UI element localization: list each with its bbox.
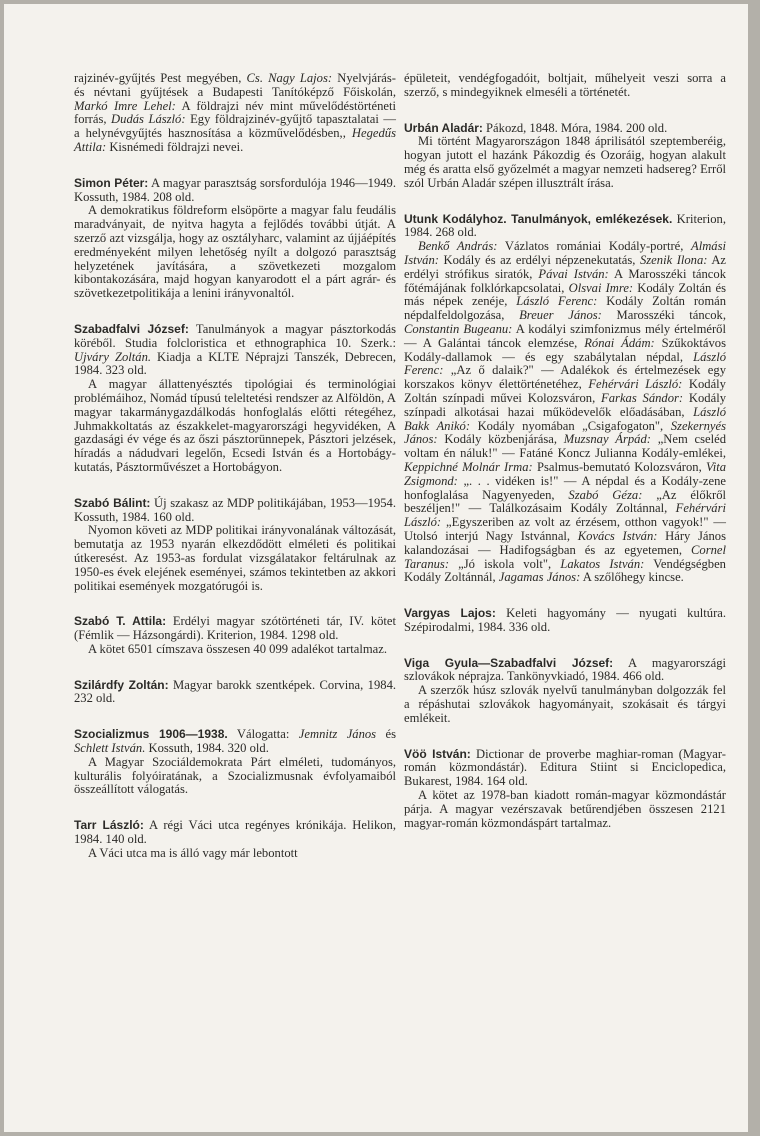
text-run: Kodály Zoltán színpadi művei Kolozsváron, bbox=[404, 377, 726, 405]
entry-description bbox=[74, 524, 396, 593]
entry-publication: A magyarországi szlovákok néprajza. Tankönyvkiadó, 1984. 466 old. bbox=[404, 655, 726, 684]
entry-description bbox=[74, 378, 396, 475]
text-run: Az erdélyi strófikus siratók, bbox=[404, 252, 727, 281]
entry-publication: Dictionar de proverbe maghiar-roman (Magyar-román közmondástár). Editura Stiint si Enciclopedica, Bukarest, 1984. 164 old. bbox=[404, 746, 726, 789]
text-run: A kötet 6501 címszava összesen 40 099 adalékot tartalmaz. bbox=[88, 641, 388, 656]
italic-name: Benkő András: bbox=[418, 239, 498, 254]
left-column bbox=[74, 72, 396, 883]
text-run: Kodály és az erdélyi népzenekutatás, bbox=[438, 252, 640, 267]
text-run: „Az ő dalaik?" — Adalékok és értelmezések egy korszakos könyv élettörténetéhez, bbox=[404, 363, 726, 392]
text-run: „Az élőkről beszéljen!" — Találkozásaim Kodály Zoltánnal, bbox=[404, 487, 726, 516]
entry-author: Urbán Aladár: bbox=[404, 120, 483, 135]
text-run: Kossuth, 1984. 320 old. bbox=[145, 741, 269, 756]
italic-name: Szabó Géza: bbox=[568, 487, 643, 502]
entry-author: Szabó Bálint: bbox=[74, 495, 151, 510]
text-run: Háry János kalandozásai — Hadifogságban és az egyetemen, bbox=[404, 528, 726, 557]
italic-name: Hegedűs Attila: bbox=[74, 126, 396, 154]
entry-publication: Pákozd, 1848. Móra, 1984. 200 old. bbox=[482, 120, 668, 135]
text-run: „. . . vidéken is!" — A népdal és a Kodály-zene honfoglalása Nagyenyeden, bbox=[404, 473, 726, 502]
text-run: „Jó iskola volt", bbox=[449, 556, 561, 571]
bibliography-entry bbox=[74, 728, 396, 797]
entry-author: Szilárdfy Zoltán: bbox=[74, 677, 169, 692]
text-run: A földrajzi név mint művelődéstörténeti forrás, bbox=[74, 98, 397, 127]
entry-heading bbox=[404, 748, 726, 789]
text-run: A Marosszéki táncok főtémájának folklórkapcsolatai, bbox=[404, 266, 726, 295]
entry-publication: Erdélyi magyar szótörténeti tár, IV. kötet (Fémlik — Házsongárdi). Kriterion, 1984. 1298 old. bbox=[74, 614, 396, 643]
text-run: Marosszéki táncok, bbox=[601, 308, 726, 323]
text-run: A szőlőhegy kincse. bbox=[580, 570, 684, 585]
continued-text bbox=[74, 72, 396, 155]
entry-heading bbox=[74, 177, 396, 205]
entry-description bbox=[404, 240, 726, 585]
italic-name: Almási István: bbox=[404, 239, 726, 267]
text-run: Psalmus-bemutató Kolozsváron, bbox=[532, 459, 706, 474]
bibliography-entry bbox=[74, 615, 396, 656]
entry-author: Simon Péter: bbox=[74, 175, 149, 190]
entry-heading bbox=[404, 122, 726, 136]
entry-author: Utunk Kodályhoz. Tanulmányok, emlékezések. bbox=[404, 211, 673, 226]
text-run: A Váci utca ma is álló vagy már lebontott bbox=[88, 845, 298, 860]
italic-name: Farkas Sándor: bbox=[601, 390, 684, 405]
italic-name: Dudás László: bbox=[111, 112, 186, 127]
text-run: Válogatta: bbox=[227, 727, 299, 742]
italic-name: Cornel Taranus: bbox=[404, 542, 726, 571]
entry-author: Vargyas Lajos: bbox=[404, 606, 496, 621]
entry-heading bbox=[404, 607, 726, 635]
text-run: Kodály színpadi alkotásai hazai működevelők előadásában, bbox=[404, 390, 726, 419]
entry-publication: A régi Váci utca regényes krónikája. Helikon, 1984. 140 old. bbox=[74, 818, 396, 847]
italic-name: Schlett István. bbox=[74, 741, 146, 756]
italic-name: Vita Zsigmond: bbox=[404, 459, 726, 488]
italic-name: László Ferenc: bbox=[404, 349, 726, 378]
entry-author: Szocializmus 1906—1938. bbox=[74, 727, 228, 742]
text-run: Nyelvjárás- és névtani gyűjtések a Budapesti Tanítóképző Főiskolán, bbox=[74, 71, 396, 99]
entry-heading bbox=[404, 213, 726, 241]
text-run: Kodály közbenjárása, bbox=[437, 432, 564, 447]
italic-name: Pávai István: bbox=[538, 266, 609, 281]
text-run: Kodály Zoltán és más népek zenéje, bbox=[404, 280, 726, 309]
italic-name: Cs. Nagy Lajos: bbox=[246, 71, 333, 85]
bibliography-entry bbox=[74, 497, 396, 594]
italic-name: Fehérvári László: bbox=[588, 377, 683, 392]
text-run: A szerzők húsz szlovák nyelvű tanulmányban dolgozzák fel a répáshutai szlovákok hagyományait, szokásait és tárgyi emlékeit. bbox=[404, 683, 726, 725]
continued-text bbox=[404, 72, 726, 100]
italic-name: László Ferenc: bbox=[516, 294, 598, 309]
italic-name: Jemnitz János bbox=[298, 727, 377, 742]
text-run: A demokratikus földreform elsöpörte a magyar falu feudális maradványait, de nyitva hagyta a fejlődés további útját. A szerző azt vizsgálja, hogy az osztályharc, valamint az újjáépítés eredményeként milyen lehetőség nyílt a dolgozó parasztság helyzetének javítására, a szövetkezeti mozgalom kibontakozására, majd hogyan kanyarodott el a párt agrár- és szövetkezetpolitikája a lenini irányvonaltól. bbox=[74, 203, 396, 301]
text-run: Tanulmányok a magyar pásztorkodás köréből. Studia folcloristica et ethnographica 10. Szerk.: bbox=[74, 321, 396, 350]
entry-author: Tarr László: bbox=[74, 818, 144, 833]
entry-description bbox=[404, 789, 726, 830]
italic-name: Fehérvári László: bbox=[404, 501, 726, 530]
entry-author: Szabó T. Attila: bbox=[74, 614, 167, 629]
italic-name: Muzsnay Árpád: bbox=[563, 432, 651, 447]
italic-name: Kovács István: bbox=[577, 528, 658, 543]
text-run: Nyomon követi az MDP politikai irányvonalának változását, bemutatja az 1953 nyarán elkezdődött elméleti és politikai útkeresést. Az 1953-as fordulat vizsgálatakor feltárulnak az 1950-es évek elejének eseményei, számos tekintetben az akkori politikai események mozgatórugói is. bbox=[74, 523, 396, 593]
italic-name: Ujváry Zoltán. bbox=[74, 349, 152, 364]
entry-publication: Magyar barokk szentképek. Corvina, 1984. 232 old. bbox=[74, 677, 397, 706]
text-run: „Egyszeriben az volt az érzésem, otthon vagyok!" — Utolsó interjú Nagy Istvánnal, bbox=[404, 515, 726, 543]
entry-author: Vöö István: bbox=[404, 746, 471, 761]
italic-name: Keppichné Molnár Irma: bbox=[404, 459, 533, 474]
italic-name: Lakatos István: bbox=[560, 556, 645, 571]
entry-publication: Keleti hagyomány — nyugati kultúra. Szépirodalmi, 1984. 336 old. bbox=[404, 606, 726, 634]
italic-name: Szekernyés János: bbox=[404, 418, 726, 447]
italic-name: Olsvai Imre: bbox=[568, 280, 634, 295]
italic-name: Constantin Bugeanu: bbox=[404, 321, 513, 336]
text-run: Kodály nyomában „Csigafogaton", bbox=[470, 418, 671, 433]
entry-description bbox=[74, 204, 396, 301]
entry-heading bbox=[74, 728, 396, 756]
entry-heading bbox=[74, 323, 396, 378]
bibliography-entry bbox=[74, 679, 396, 707]
italic-name: Jagamas János: bbox=[498, 570, 581, 585]
text-run: épületeit, vendégfogadóit, boltjait, műhelyeit veszi sorra a szerző, s mindegyiknek elmeséli a történetét. bbox=[404, 71, 726, 99]
entry-heading bbox=[74, 497, 396, 525]
entry-author: Szabadfalvi József: bbox=[74, 321, 189, 336]
text-run: Vendégségben Kodály Zoltánnál, bbox=[404, 556, 726, 585]
entry-publication: Kriterion, 1984. 268 old. bbox=[404, 211, 726, 240]
entry-heading bbox=[404, 657, 726, 685]
bibliography-entry bbox=[404, 213, 726, 586]
entry-publication: Új szakasz az MDP politikájában, 1953—1954. Kossuth, 1984. 160 old. bbox=[74, 495, 396, 524]
entry-description bbox=[74, 847, 396, 861]
italic-name: Breuer János: bbox=[519, 308, 602, 323]
entry-heading bbox=[74, 615, 396, 643]
text-run: A kodályi szimfonizmus mély értelméről — A Galántai táncok elemzése, bbox=[404, 321, 726, 350]
text-run: Kisnémedi földrajzi nevei. bbox=[106, 139, 244, 154]
entry-publication: A magyar parasztság sorsfordulója 1946—1949. Kossuth, 1984. 208 old. bbox=[74, 175, 397, 204]
entry-description bbox=[404, 684, 726, 725]
entry-heading bbox=[74, 679, 396, 707]
entry-description bbox=[404, 135, 726, 190]
bibliography-entry bbox=[404, 748, 726, 831]
bibliography-entry bbox=[404, 607, 726, 635]
italic-name: Szenik Ilona: bbox=[639, 252, 708, 267]
text-run: A magyar állattenyésztés tipológiai és terminológiai problémáihoz, Nomád típusú teleltetési rendszer az Alföldön, A magyar takarmánygazdálkodás honfoglalás előtti rétegéhez, Juhmakkoltatás az északkelet-magyarországi hegyvidéken, A gazdasági év vége és az őszi pásztorünnepek, Pásztori jelzések, híradás a nádudvari legelőn, Ecsedi István és a Hortobágy-kutatás, Pásztorművészet a Hortobágyon. bbox=[74, 377, 396, 474]
entry-author: Viga Gyula—Szabadfalvi József: bbox=[404, 655, 614, 670]
text-run: A kötet az 1978-ban kiadott román-magyar közmondástár párja. A magyar vezérszavak betűrendjében összesen 2121 magyar-román közmondáspárt tartalmaz. bbox=[404, 788, 726, 830]
text-run: Kodály Zoltán román népdalfeldolgozása, bbox=[404, 294, 726, 323]
text-run: rajzinév-gyűjtés Pest megyében, bbox=[74, 71, 247, 85]
bibliography-entry bbox=[404, 657, 726, 726]
text-run: Egy földrajzinév-gyűjtő tapasztalatai — a helynévgyűjtés hasznosítása a közművelődésben,, bbox=[74, 112, 396, 141]
bibliography-entry bbox=[74, 323, 396, 475]
right-column bbox=[404, 72, 726, 852]
italic-name: Rónai Ádám: bbox=[584, 335, 655, 350]
text-run: „Nem cseléd voltam én náluk!" — Fatáné Koncz Julianna Kodály-emlékei, bbox=[404, 432, 726, 461]
entry-description bbox=[74, 756, 396, 797]
bibliography-entry bbox=[404, 122, 726, 191]
text-run: Szűkoktávos Kodály-dallamok — és egy szabálytalan népdal, bbox=[404, 335, 727, 364]
text-run: Vázlatos romániai Kodály-portré, bbox=[497, 239, 692, 254]
bibliography-entry bbox=[74, 177, 396, 301]
italic-name: László Bakk Anikó: bbox=[404, 404, 726, 433]
entry-description bbox=[74, 643, 396, 657]
entry-heading bbox=[74, 819, 396, 847]
bibliography-entry bbox=[74, 819, 396, 860]
text-run: Kiadja a KLTE Néprajzi Tanszék, Debrecen, 1984. 323 old. bbox=[74, 349, 396, 378]
text-run: Mi történt Magyarországon 1848 áprilisától szeptemberéig, hogyan jutott el hazánk Pákozdig és Ozoráig, hogyan alakult még és aratta első győzelmét a magyar nemzeti hadsereg? Erről szól Urbán Aladár szépen illusztrált írása. bbox=[404, 134, 726, 190]
text-run: és bbox=[376, 727, 396, 742]
document-page bbox=[4, 4, 748, 1132]
italic-name: Markó Imre Lehel: bbox=[74, 98, 176, 113]
text-run: A Magyar Szociáldemokrata Párt elméleti, tudományos, kulturális folyóiratának, a Szocializmusnak évfolyamaiból összeállított válogatás. bbox=[74, 754, 396, 797]
